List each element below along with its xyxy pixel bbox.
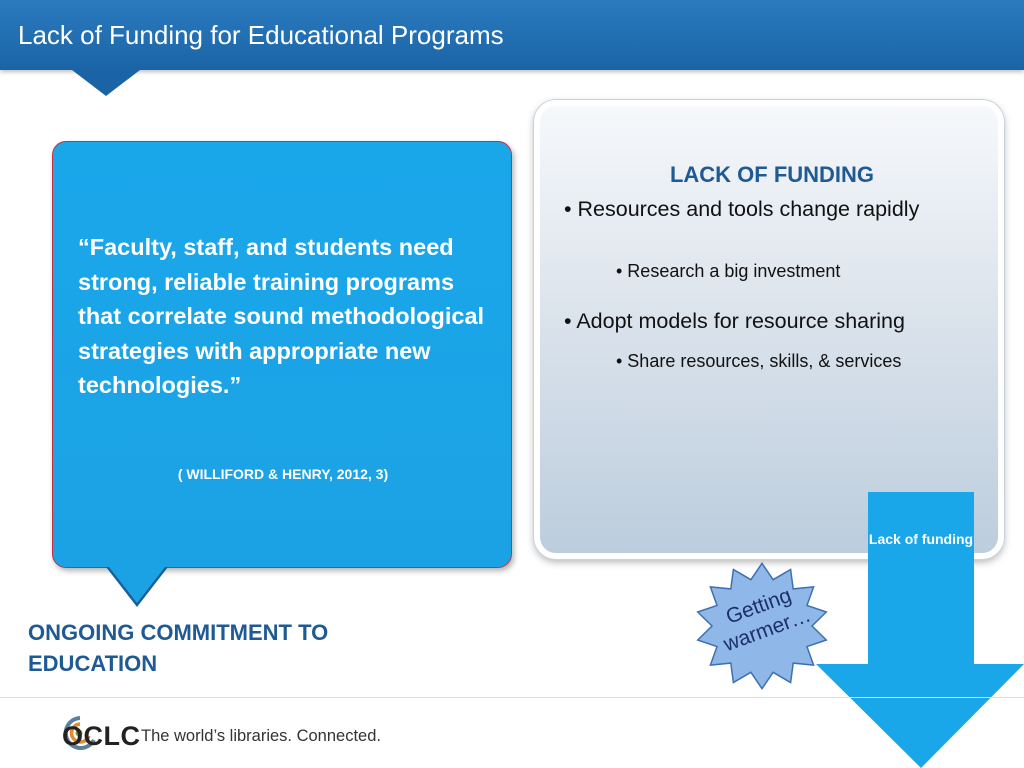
quote-pointer	[109, 567, 165, 603]
funding-bullet-2: • Adopt models for resource sharing	[564, 309, 905, 333]
page-title: Lack of Funding for Educational Programs	[18, 20, 504, 50]
starburst-text: Getting warmer…	[720, 583, 814, 657]
arrow-label: Lack of funding	[868, 531, 974, 547]
quote-box	[52, 141, 512, 568]
funding-sub-bullet-2: • Share resources, skills, & services	[616, 351, 902, 371]
header-bar	[0, 0, 1024, 70]
quote-citation: ( WILLIFORD & HENRY, 2012, 3)	[177, 466, 389, 482]
header-pointer	[72, 70, 140, 96]
funding-bullet-1: • Resources and tools change rapidly	[564, 197, 920, 221]
funding-sub-bullet-1: • Research a big investment	[616, 261, 841, 281]
oclc-wordmark: OCLC	[62, 721, 141, 751]
footer-tagline: The world’s libraries. Connected.	[141, 727, 381, 745]
footer-divider	[0, 697, 1024, 698]
commitment-heading: ONGOING COMMITMENT TO EDUCATION	[28, 620, 329, 676]
funding-box	[534, 100, 1004, 559]
quote-text: “Faculty, staff, and students need strong, reliable training programs that correlate sound methodological strategies with appropriate new technologies.”	[78, 234, 485, 398]
funding-title: LACK OF FUNDING	[669, 162, 875, 187]
